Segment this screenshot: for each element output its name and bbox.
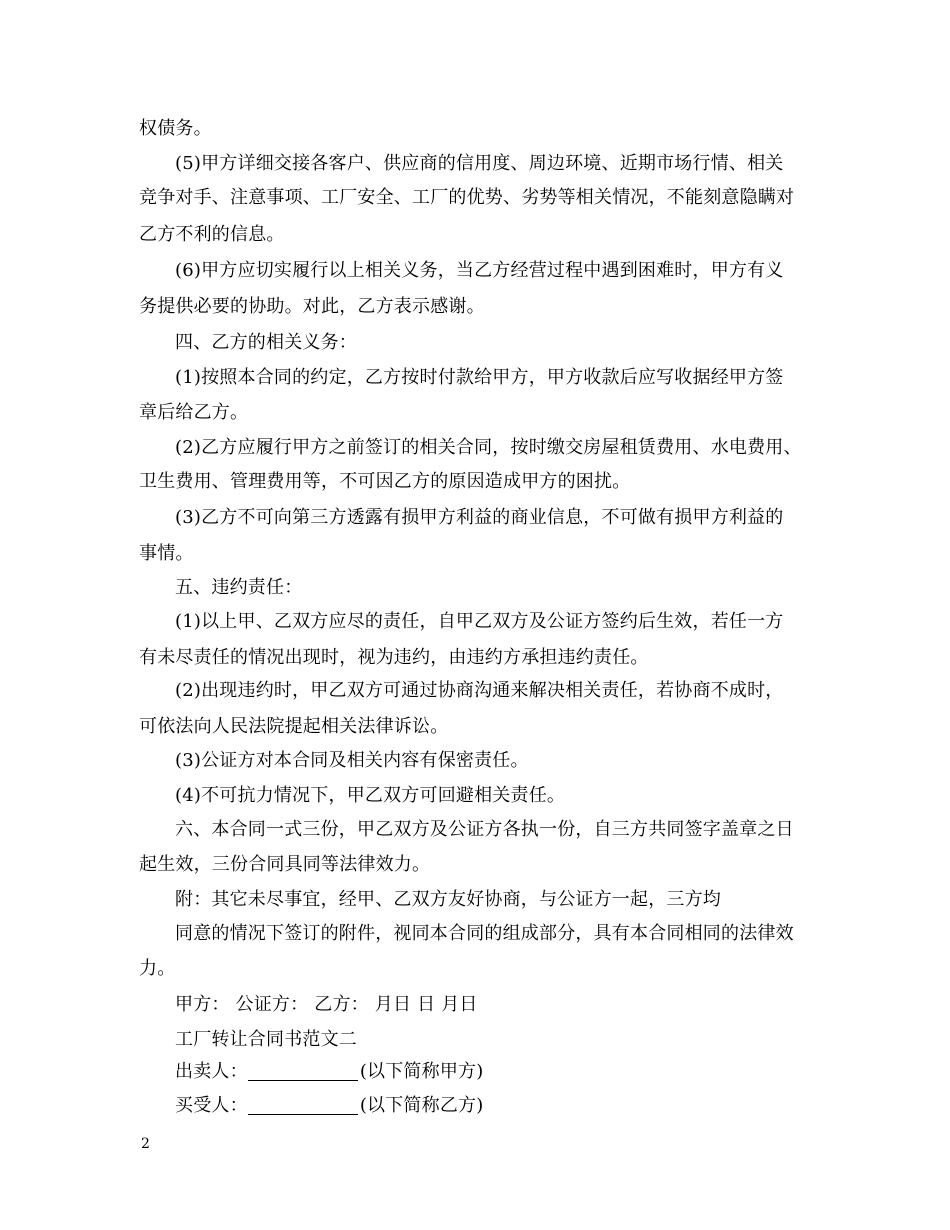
text-line: 力。 — [139, 958, 176, 979]
signature-line: 甲方： 公证方： 乙方： 月日 日 月日 — [175, 994, 478, 1015]
text-line: 卫生费用、管理费用等，不可因乙方的原因造成甲方的困扰。 — [139, 471, 631, 492]
text-line: (3)乙方不可向第三方透露有损甲方利益的商业信息，不可做有损甲方利益的 — [175, 507, 784, 528]
text-line: (3)公证方对本合同及相关内容有保密责任。 — [175, 750, 529, 771]
text-line: 可依法向人民法院提起相关法律诉讼。 — [139, 716, 449, 737]
text-line: 附：其它未尽事宜，经甲、乙双方友好协商，与公证方一起，三方均 — [175, 889, 721, 910]
text-line: 同意的情况下签订的附件，视同本合同的组成部分，具有本合同相同的法律效 — [175, 923, 794, 944]
text-line: 务提供必要的协助。对此，乙方表示感谢。 — [139, 296, 485, 317]
text-line: (5)甲方详细交接各客户、供应商的信用度、周边环境、近期市场行情、相关 — [175, 153, 784, 174]
section-title: 工厂转让合同书范文二 — [175, 1029, 357, 1050]
text-line: 起生效，三份合同具同等法律效力。 — [139, 854, 431, 875]
text-line: 权债务。 — [139, 118, 212, 139]
section-heading: 五、违约责任： — [175, 577, 303, 598]
buyer-line — [175, 1096, 839, 1116]
buyer-blank — [248, 1096, 358, 1115]
seller-blank — [248, 1062, 358, 1081]
text-line: (6)甲方应切实履行以上相关义务，当乙方经营过程中遇到困难时，甲方有义 — [175, 260, 784, 281]
section-heading: 四、乙方的相关义务： — [175, 332, 357, 353]
text-line: 竞争对手、注意事项、工厂安全、工厂的优势、劣势等相关情况，不能刻意隐瞒对 — [139, 187, 795, 208]
text-line: (2)出现违约时，甲乙双方可通过协商沟通来解决相关责任，若协商不成时， — [175, 680, 784, 701]
text-line: 有未尽责任的情况出现时，视为违约，由违约方承担违约责任。 — [139, 647, 649, 668]
page-number: 2 — [141, 1136, 150, 1152]
text-line: (1)以上甲、乙双方应尽的责任，自甲乙双方及公证方签约后生效，若任一方 — [175, 611, 784, 632]
text-line: (1)按照本合同的约定，乙方按时付款给甲方，甲方收款后应写收据经甲方签 — [175, 367, 784, 388]
buyer-label: 买受人： — [175, 1095, 248, 1116]
text-line: 事情。 — [139, 543, 194, 564]
text-line: 章后给乙方。 — [139, 402, 249, 423]
seller-line — [175, 1062, 839, 1082]
seller-label: 出卖人： — [175, 1061, 248, 1082]
text-line: (2)乙方应履行甲方之前签订的相关合同，按时缴交房屋租赁费用、水电费用、 — [175, 437, 802, 458]
text-line: 乙方不利的信息。 — [139, 224, 285, 245]
text-line: (4)不可抗力情况下，甲乙双方可回避相关责任。 — [175, 785, 566, 806]
buyer-note: (以下简称乙方) — [359, 1095, 484, 1116]
text-line: 六、本合同一式三份，甲乙双方及公证方各执一份，自三方共同签字盖章之日 — [175, 819, 794, 840]
seller-note: (以下简称甲方) — [359, 1061, 484, 1082]
